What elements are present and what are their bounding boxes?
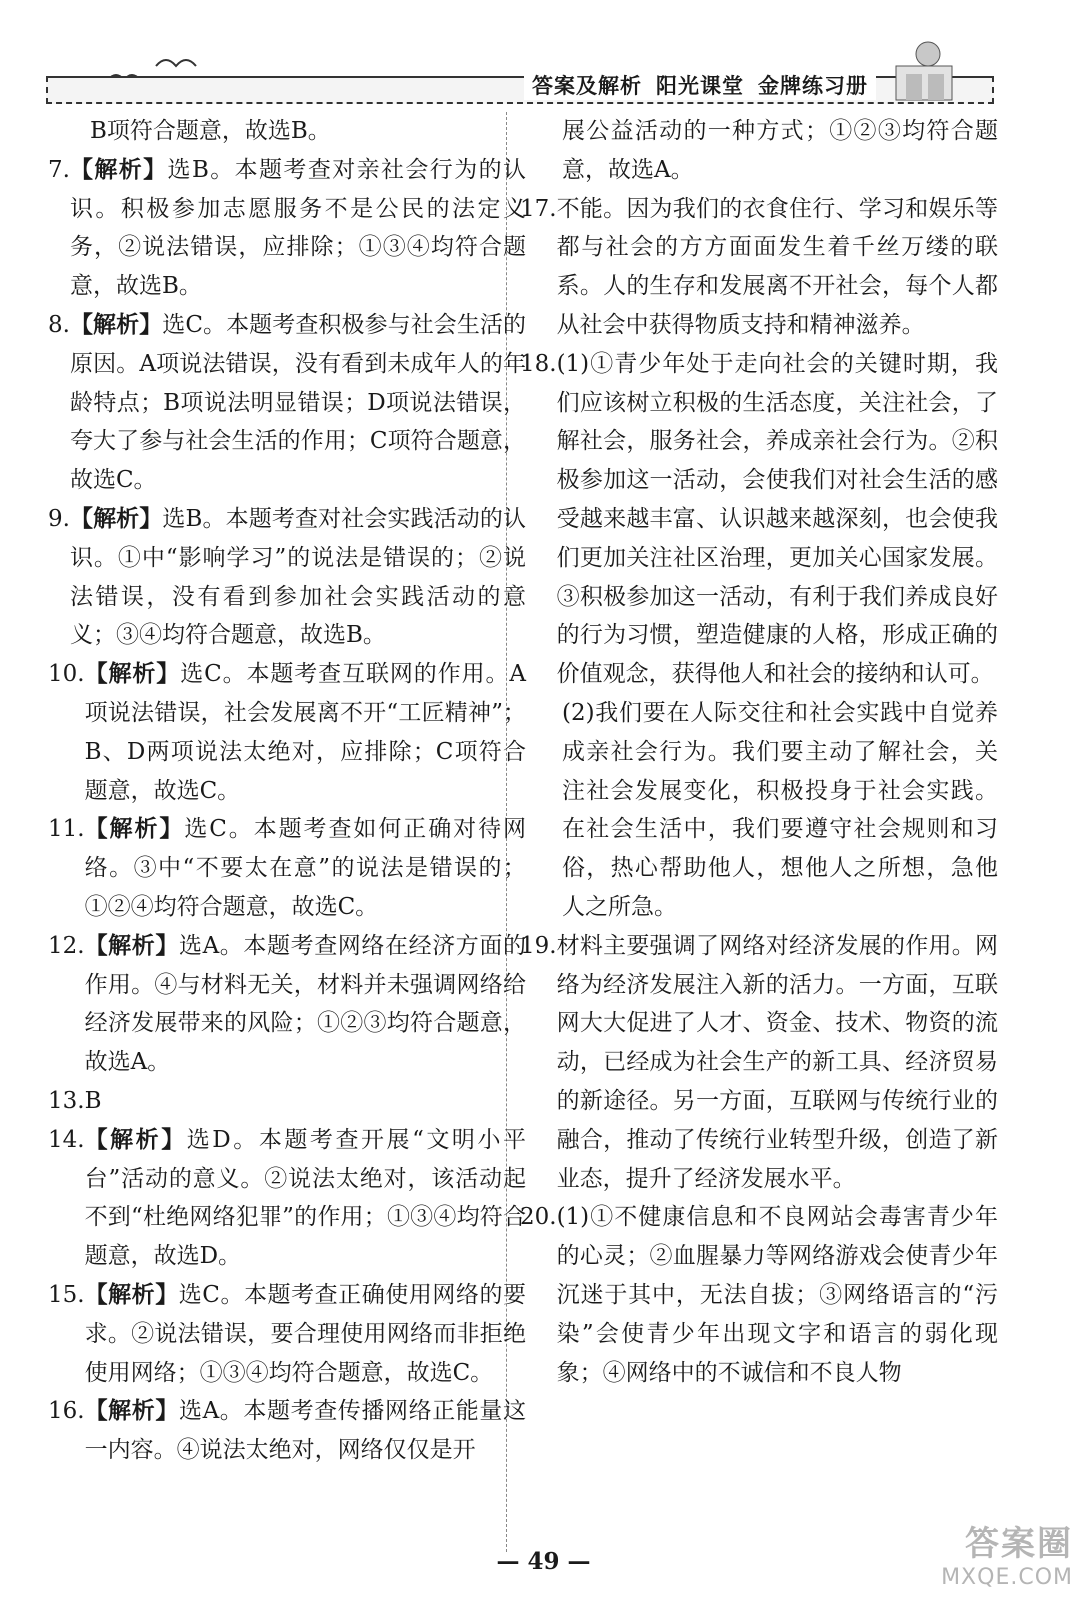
answer-number: 9. — [48, 505, 70, 532]
student-mascot-icon — [876, 40, 966, 104]
answer-text: 选B。本题考查对亲社会行为的认识。积极参加志愿服务不是公民的法定义务，②说法错误，应排除；①③④均符合题意，故选B。 — [69, 156, 527, 300]
answer-number: 18. — [520, 350, 557, 377]
answer-text: 不能。因为我们的衣食住行、学习和娱乐等都与社会的方方面面发生着千丝万缕的联系。人的生存和发展离不开社会，每个人都从社会中获得物质支持和精神滋养。 — [556, 195, 998, 338]
analysis-tag: 【解析】 — [84, 931, 179, 959]
analysis-tag: 【解析】 — [84, 1125, 187, 1153]
answer-item — [48, 810, 526, 926]
answer-text: 选C。本题考查互联网的作用。A项说法错误，社会发展离不开“工匠精神”；B、D两项说法太绝对，应排除；C项符合题意，故选C。 — [84, 661, 526, 804]
answer-body — [85, 927, 526, 1082]
site-watermark — [941, 1516, 1073, 1590]
answer-item — [48, 1392, 526, 1470]
analysis-tag: 【解析】 — [69, 155, 168, 183]
answer-item — [48, 1082, 526, 1121]
answer-body — [70, 500, 526, 655]
answer-number: 19. — [520, 932, 557, 959]
answer-text: 选C。本题考查如何正确对待网络。③中“不要太在意”的说法是错误的；①②④均符合题意，故选C。 — [84, 816, 527, 920]
answer-item — [48, 655, 526, 810]
answer-number: 20. — [520, 1204, 557, 1231]
left-column — [48, 112, 526, 1470]
answer-body — [70, 306, 526, 500]
answer-number: 11. — [48, 816, 85, 843]
answer-item — [48, 1276, 526, 1392]
answer-text: 选A。本题考查传播网络正能量这一内容。④说法太绝对，网络仅仅是开 — [84, 1398, 526, 1464]
analysis-tag: 【解析】 — [84, 1280, 179, 1308]
right-column — [520, 112, 998, 1392]
answer-body — [557, 1198, 998, 1392]
answer-body — [85, 1082, 526, 1121]
answer-body — [70, 151, 526, 306]
answer-text: 材料主要强调了网络对经济发展的作用。网络为经济发展注入新的活力。一方面，互联网大大促进了人才、资金、技术、物资的流动，已经成为社会生产的新工具、经济贸易的新途径。另一方面，互联网与传统行业的融合，推动了传统行业转型升级，创造了新业态，提升了经济发展水平。 — [556, 932, 998, 1192]
watermark-logo: 答案圈 — [965, 1524, 1073, 1564]
answer-body — [85, 1276, 526, 1392]
watermark-url: MXQE.COM — [941, 1565, 1073, 1590]
analysis-tag: 【解析】 — [69, 504, 163, 532]
answer-body — [85, 1392, 526, 1470]
page-number: — 49 — — [496, 1548, 591, 1575]
analysis-tag: 【解析】 — [84, 815, 185, 843]
answer-number: 16. — [48, 1398, 85, 1425]
analysis-tag: 【解析】 — [84, 660, 181, 688]
answer-number: 8. — [48, 311, 70, 338]
answer-text: 选D。本题考查开展“文明小平台”活动的意义。②说法太绝对，该活动起不到“杜绝网络犯罪”的作用；①③④均符合题意，故选D。 — [84, 1126, 526, 1270]
answer-number: 7. — [48, 156, 70, 183]
answer-number: 17. — [520, 195, 557, 222]
header-book: 金牌练习册 — [758, 74, 868, 98]
answer-text: 选C。本题考查正确使用网络的要求。②说法错误，要合理使用网络而非拒绝使用网络；①③④均符合题意，故选C。 — [84, 1281, 526, 1386]
answer-number: 12. — [48, 932, 85, 959]
answer-body — [85, 1121, 526, 1276]
answer-body — [557, 345, 998, 694]
answer-body — [85, 655, 526, 810]
answer-number: 13. — [48, 1087, 85, 1114]
answer-continuation: (2)我们要在人际交往和社会实践中自觉养成亲社会行为。我们要主动了解社会，关注社会发展变化，积极投身于社会实践。在社会生活中，我们要遵守社会规则和习俗，热心帮助他人，想他人之所想，急他人之所急。 — [562, 699, 998, 920]
header-series: 阳光课堂 — [656, 74, 744, 98]
answer-item — [520, 927, 998, 1199]
answer-continuation: B项符合题意，故选B。 — [90, 118, 331, 144]
answer-body — [557, 927, 998, 1199]
header-section: 答案及解析 — [532, 74, 642, 98]
answer-text: (1)①青少年处于走向社会的关键时期，我们应该树立积极的生活态度，关注社会，了解社会，服务社会，养成亲社会行为。②积极参加这一活动，会使我们对社会生活的感受越来越丰富、认识越来越深刻，也会使我们更加关注社区治理，更加关心国家发展。③积极参加这一活动，有利于我们养成良好的行为习惯，塑造健康的人格，形成正确的价值观念，获得他人和社会的接纳和认可。 — [556, 350, 998, 688]
answer-text: B — [84, 1087, 102, 1114]
answer-number: 15. — [48, 1281, 85, 1308]
answer-number: 14. — [48, 1126, 85, 1153]
answer-text: (1)①不健康信息和不良网站会毒害青少年的心灵；②血腥暴力等网络游戏会使青少年沉迷于其中，无法自拔；③网络语言的“污染”会使青少年出现文字和语言的弱化现象；④网络中的不诚信和不良人物 — [556, 1204, 998, 1386]
page-header — [46, 52, 994, 104]
answer-continuation: 展公益活动的一种方式；①②③均符合题意，故选A。 — [562, 118, 998, 183]
analysis-tag: 【解析】 — [84, 1397, 179, 1425]
answer-item — [520, 190, 998, 345]
header-title — [524, 70, 876, 100]
answer-text: 选C。本题考查积极参与社会生活的原因。A项说法错误，没有看到未成年人的年龄特点；B项说法明显错误；D项说法错误，夸大了参与社会生活的作用；C项符合题意，故选C。 — [69, 311, 526, 494]
answer-body — [557, 190, 998, 345]
answer-number: 10. — [48, 661, 85, 688]
answer-body — [85, 810, 526, 926]
answer-item — [48, 927, 526, 1082]
answer-item — [520, 345, 998, 694]
answer-item — [48, 500, 526, 655]
answer-item — [520, 1198, 998, 1392]
answer-text: 选A。本题考查网络在经济方面的作用。④与材料无关，材料并未强调网络给经济发展带来的风险；①②③均符合题意，故选A。 — [84, 932, 526, 1076]
analysis-tag: 【解析】 — [69, 310, 163, 338]
answer-text: 选B。本题考查对社会实践活动的认识。①中“影响学习”的说法是错误的；②说法错误，没有看到参加社会实践活动的意义；③④均符合题意，故选B。 — [69, 505, 526, 649]
answer-item — [48, 306, 526, 500]
answer-item — [48, 151, 526, 306]
answer-item — [48, 1121, 526, 1276]
